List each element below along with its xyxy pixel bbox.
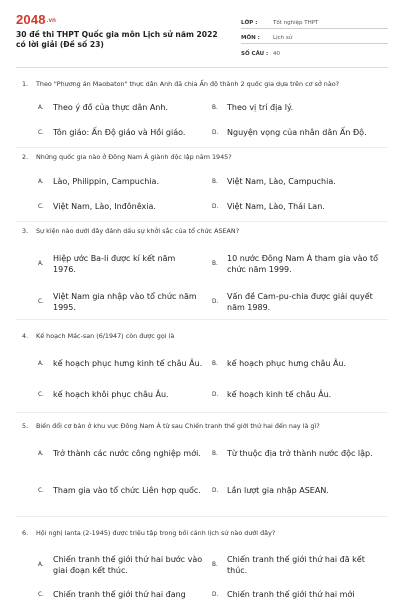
option-a[interactable] <box>38 554 208 576</box>
meta-label: SỐ CÂU : <box>241 51 269 57</box>
question-text: Hội nghị Ianta (2-1945) được triệu tập trong bối cảnh lịch sử nào dưới đây? <box>36 529 276 537</box>
question-divider <box>16 516 388 517</box>
question-number: 4. <box>22 332 29 340</box>
option-text: Việt Nam gia nhập vào tổ chức năm 1995. <box>53 292 197 312</box>
option-a[interactable] <box>38 176 208 187</box>
site-logo[interactable] <box>16 12 56 27</box>
option-text: 10 nước Đông Nam Á tham gia vào tổ chức năm 1999. <box>227 254 379 274</box>
option-letter: A. <box>38 360 44 367</box>
option-text: Trở thành các nước công nghiệp mới. <box>53 449 201 458</box>
option-letter: D. <box>212 203 219 210</box>
option-c[interactable] <box>38 485 208 496</box>
question-number: 6. <box>22 529 29 537</box>
option-d[interactable] <box>212 389 382 400</box>
question-stem <box>22 332 382 341</box>
question-number: 3. <box>22 227 29 235</box>
option-text: Từ thuộc địa trở thành nước độc lập. <box>227 449 373 458</box>
option-letter: B. <box>212 178 218 185</box>
meta-value: 40 <box>273 51 280 57</box>
option-c[interactable] <box>38 291 208 313</box>
exam-meta <box>241 14 388 59</box>
option-letter: C. <box>38 203 44 210</box>
option-d[interactable] <box>212 127 382 138</box>
option-b[interactable] <box>212 554 382 576</box>
option-a[interactable] <box>38 358 208 369</box>
option-text: Chiến tranh thế giới thứ hai đã kết thúc. <box>227 555 365 575</box>
option-letter: D. <box>212 591 219 598</box>
option-text: kế hoạch kinh tế châu Âu. <box>227 390 332 399</box>
question-divider <box>16 221 388 222</box>
option-letter: A. <box>38 178 44 185</box>
question-divider <box>16 319 388 320</box>
option-letter: D. <box>212 391 219 398</box>
question-stem <box>22 80 382 89</box>
option-text: Việt Nam, Lào, Thái Lan. <box>227 202 325 211</box>
option-letter: B. <box>212 360 218 367</box>
option-text: Lần lượt gia nhập ASEAN. <box>227 486 329 495</box>
question-divider <box>16 147 388 148</box>
option-b[interactable] <box>212 102 382 113</box>
option-text: Theo ý đồ của thực dân Anh. <box>53 103 168 112</box>
meta-row-class <box>241 14 388 29</box>
option-text: Việt Nam, Lào, Inđônêxia. <box>53 202 156 211</box>
logo-suffix: .vn <box>46 17 57 24</box>
option-letter: C. <box>38 299 44 305</box>
option-letter: B. <box>212 562 218 568</box>
option-letter: B. <box>212 261 218 267</box>
option-letter: A. <box>38 450 44 457</box>
option-b[interactable] <box>212 253 382 275</box>
question-stem <box>22 529 382 538</box>
meta-row-count <box>241 44 388 59</box>
option-text: kế hoạch phục hưng kinh tế châu Âu. <box>53 359 203 368</box>
option-text: Hiệp ước Ba-li được kí kết năm 1976. <box>53 254 176 274</box>
option-letter: D. <box>212 129 219 136</box>
option-c[interactable] <box>38 201 208 212</box>
question-number: 2. <box>22 153 29 161</box>
option-text: Việt Nam, Lào, Campuchia. <box>227 177 336 186</box>
option-letter: A. <box>38 562 44 568</box>
option-text: Theo vị trí địa lý. <box>227 103 294 112</box>
option-text: kế hoạch phục hưng châu Âu. <box>227 359 347 368</box>
option-b[interactable] <box>212 448 382 459</box>
question-text: Sự kiện nào dưới đây đánh dấu sự khởi sắc của tổ chức ASEAN? <box>36 227 240 235</box>
question-stem <box>22 153 382 162</box>
option-letter: C. <box>38 487 44 494</box>
option-c[interactable] <box>38 589 208 600</box>
option-d[interactable] <box>212 291 382 313</box>
option-text: Chiến tranh thế giới thứ hai đang <box>53 590 186 599</box>
option-letter: A. <box>38 261 44 267</box>
meta-value: Lịch sử <box>273 35 293 41</box>
option-text: Chiến tranh thế giới thứ hai mới <box>227 590 355 599</box>
meta-row-subject <box>241 29 388 44</box>
option-text: kế hoạch khôi phục châu Âu. <box>53 390 169 399</box>
question-stem <box>22 227 382 236</box>
option-d[interactable] <box>212 201 382 212</box>
option-letter: C. <box>38 391 44 398</box>
question-number: 1. <box>22 80 29 88</box>
option-a[interactable] <box>38 253 208 275</box>
option-letter: A. <box>38 104 44 111</box>
option-letter: B. <box>212 104 218 111</box>
header-divider <box>16 67 388 68</box>
option-text: Tôn giáo: Ấn Độ giáo và Hồi giáo. <box>53 128 186 137</box>
question-divider <box>16 412 388 413</box>
option-text: Lào, Philippin, Campuchia. <box>53 177 160 186</box>
option-b[interactable] <box>212 358 382 369</box>
option-c[interactable] <box>38 389 208 400</box>
question-text: Kế hoạch Mác-san (6/1947) còn được gọi là <box>36 332 175 340</box>
question-text: Những quốc gia nào ở Đông Nam Á giành độc lập năm 1945? <box>36 153 232 161</box>
meta-label: MÔN : <box>241 35 260 41</box>
meta-value: Tốt nghiệp THPT <box>273 20 319 26</box>
option-letter: B. <box>212 450 218 457</box>
meta-label: LỚP : <box>241 20 258 26</box>
option-c[interactable] <box>38 127 208 138</box>
page-header <box>16 12 388 62</box>
option-text: Chiến tranh thế giới thứ hai bước vào giai đoạn kết thúc. <box>53 555 203 575</box>
option-letter: C. <box>38 591 44 598</box>
option-b[interactable] <box>212 176 382 187</box>
exam-title: 30 đề thi THPT Quốc gia môn Lịch sử năm 2022 có lời giải (Đề số 23) <box>16 30 218 49</box>
question-text: Biến đổi cơ bản ở khu vực Đông Nam Á từ sau Chiến tranh thế giới thứ hai đến nay là gì? <box>36 422 320 430</box>
option-text: Vấn đề Cam-pu-chia được giải quyết năm 1989. <box>227 292 373 312</box>
option-d[interactable] <box>212 589 382 600</box>
question-stem <box>22 422 382 431</box>
option-text: Tham gia vào tổ chức Liên hợp quốc. <box>53 486 201 495</box>
option-text: Nguyện vọng của nhân dân Ấn Độ. <box>227 128 367 137</box>
option-a[interactable] <box>38 448 208 459</box>
option-letter: D. <box>212 487 219 494</box>
option-letter: C. <box>38 129 44 136</box>
option-letter: D. <box>212 299 219 305</box>
logo-text: 2048 <box>16 12 46 27</box>
question-number: 5. <box>22 422 29 430</box>
question-text: Theo "Phương án Maobaton" thực dân Anh đã chia Ấn độ thành 2 quốc gia dựa trên cơ sở nào? <box>36 80 340 88</box>
option-a[interactable] <box>38 102 208 113</box>
option-d[interactable] <box>212 485 382 496</box>
